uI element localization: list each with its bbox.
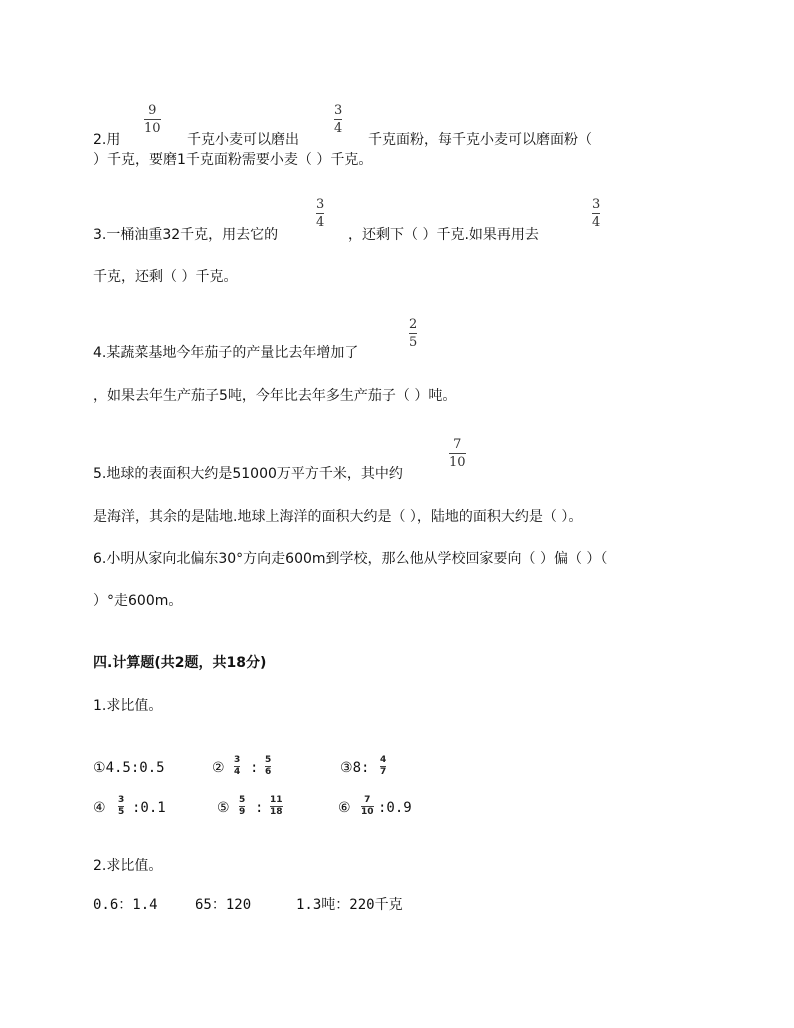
ratio-item-4-mark: ④ <box>93 800 106 816</box>
fraction-numerator: 3 <box>316 197 325 212</box>
q4-line1: 4.某蔬菜基地今年茄子的产量比去年增加了 <box>93 345 359 361</box>
fraction-bar <box>409 333 417 334</box>
fraction-numerator: 11 <box>270 795 283 805</box>
ratio-expression-1: 0.6：1.4 <box>93 897 158 913</box>
q2-fraction-1 <box>144 104 161 135</box>
q3-line1-a: 3.一桶油重32千克，用去它的 <box>93 227 279 243</box>
fraction-denominator: 10 <box>449 455 466 470</box>
ratio-expression: 4.5:0.5 <box>105 760 165 776</box>
q3-line2: 千克，还剩（ ）千克。 <box>93 269 238 285</box>
fraction-denominator: 5 <box>118 807 125 817</box>
ratio-item-1 <box>93 759 165 777</box>
fraction-denominator: 10 <box>144 121 161 136</box>
q5-line2: 是海洋，其余的是陆地.地球上海洋的面积大约是（ ），陆地的面积大约是（ ）。 <box>93 509 583 525</box>
ratio-item-5-fraction-b <box>270 796 283 817</box>
item-mark: ③ <box>340 760 353 776</box>
q3-line1-b: ，还剩下（ ）千克.如果再用去 <box>348 227 539 243</box>
q6-line1: 6.小明从家向北偏东30°方向走600m到学校，那么他从学校回家要向（ ）偏（ ）（ <box>93 551 608 567</box>
fraction-denominator: 4 <box>316 215 325 230</box>
section-heading: 四.计算题(共2题，共18分) <box>93 655 267 671</box>
fraction-bar <box>334 119 342 120</box>
fraction-bar <box>592 213 600 214</box>
q5-fraction <box>449 438 466 469</box>
ratio-separator: : <box>255 800 264 816</box>
ratio-item-6-mark: ⑥ <box>338 800 351 816</box>
ratio-item-2-fraction-a <box>234 756 240 777</box>
ratio-expression: 8: <box>352 760 370 776</box>
ratio-item-2-fraction-b <box>265 756 271 777</box>
item-mark: ① <box>93 760 106 776</box>
ratio-item-4-fraction-a <box>118 796 124 817</box>
q2-fraction-2 <box>334 104 342 135</box>
q4-line2: ，如果去年生产茄子5吨，今年比去年多生产茄子（ ）吨。 <box>93 388 457 404</box>
fraction-bar <box>144 119 161 120</box>
ratio-separator: : <box>250 760 259 776</box>
ratio-item-6-fraction-a <box>361 796 374 817</box>
fraction-denominator: 9 <box>239 807 246 817</box>
ratio-expression-2: 65：120 <box>195 897 252 913</box>
fraction-numerator: 4 <box>380 755 387 765</box>
q2-line1-c: 千克面粉，每千克小麦可以磨面粉（ <box>368 132 592 148</box>
fraction-denominator: 4 <box>334 121 343 136</box>
ratio-item-6-rest: :0.9 <box>378 800 412 816</box>
fraction-denominator: 5 <box>409 335 418 350</box>
ratio-item-5-fraction-a <box>239 796 245 817</box>
problem-2-title: 2.求比值。 <box>93 858 163 874</box>
problem-1-title: 1.求比值。 <box>93 698 163 714</box>
fraction-numerator: 2 <box>409 317 418 332</box>
ratio-item-5-mark: ⑤ <box>217 800 230 816</box>
q3-fraction-1 <box>316 198 324 229</box>
fraction-bar <box>449 453 466 454</box>
ratio-item-4-rest: :0.1 <box>132 800 166 816</box>
q6-line2: ）°走600m。 <box>93 593 183 609</box>
fraction-numerator: 3 <box>118 795 125 805</box>
ratio-item-2-mark: ② <box>212 760 225 776</box>
fraction-numerator: 9 <box>148 103 157 118</box>
fraction-denominator: 6 <box>265 767 272 777</box>
ratio-item-3-fraction-b <box>380 756 386 777</box>
fraction-denominator: 10 <box>361 807 374 817</box>
fraction-numerator: 5 <box>239 795 246 805</box>
q2-line1-a: 2.用 <box>93 132 121 148</box>
fraction-numerator: 5 <box>265 755 272 765</box>
fraction-bar <box>316 213 324 214</box>
q2-line1-b: 千克小麦可以磨出 <box>187 132 299 148</box>
fraction-numerator: 3 <box>592 197 601 212</box>
q3-fraction-2 <box>592 198 600 229</box>
q4-fraction <box>409 318 417 349</box>
ratio-expression-3: 1.3吨：220千克 <box>296 897 403 913</box>
q2-line2: ）千克，要磨1千克面粉需要小麦（ ）千克。 <box>93 152 373 168</box>
fraction-denominator: 4 <box>592 215 601 230</box>
fraction-denominator: 4 <box>234 767 241 777</box>
q5-line1: 5.地球的表面积大约是51000万平方千米，其中约 <box>93 466 403 482</box>
fraction-numerator: 3 <box>334 103 343 118</box>
fraction-numerator: 7 <box>364 795 371 805</box>
ratio-item-3 <box>340 759 369 777</box>
fraction-denominator: 18 <box>270 807 283 817</box>
fraction-denominator: 7 <box>380 767 387 777</box>
fraction-numerator: 7 <box>453 437 462 452</box>
fraction-numerator: 3 <box>234 755 241 765</box>
